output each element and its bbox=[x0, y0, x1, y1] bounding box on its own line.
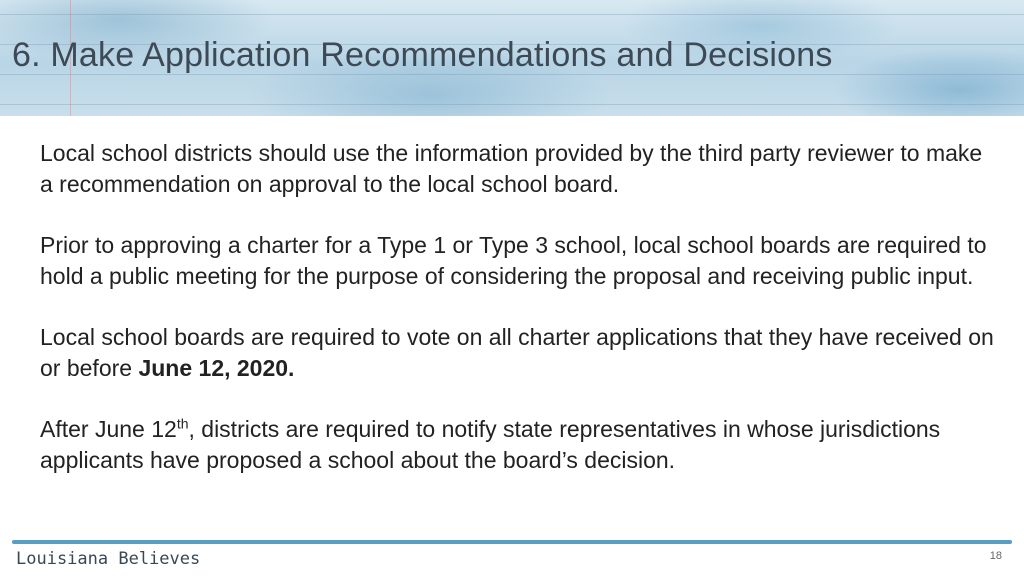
paragraph-public-meeting: Prior to approving a charter for a Type 1 or Type 3 school, local school boards are required to hold a public meeting for the purpose of considering the proposal and receiving public input. bbox=[40, 232, 987, 289]
header-rule bbox=[0, 14, 1024, 15]
page-number: 18 bbox=[989, 550, 1002, 562]
page-title: 6. Make Application Recommendations and Decisions bbox=[12, 36, 833, 74]
notify-text-start: After June 12 bbox=[40, 416, 177, 442]
ordinal-suffix: th bbox=[176, 415, 189, 432]
notify-text-end: , districts are required to notify state representatives in whose jurisdictions applicants have proposed a school about the board’s decision. bbox=[40, 416, 941, 473]
header-banner bbox=[0, 0, 1024, 116]
header-rule bbox=[0, 104, 1024, 105]
paragraph-notify-representatives bbox=[40, 414, 1000, 476]
deadline-date: June 12, 2020. bbox=[138, 355, 295, 381]
paragraph-recommendation: Local school districts should use the information provided by the third party reviewer to make a recommendation on approval to the local school board. bbox=[40, 140, 983, 197]
slide-body bbox=[40, 138, 1000, 506]
vote-deadline-text: Local school boards are required to vote on all charter applications that they have received on or before bbox=[40, 324, 994, 381]
paragraph-vote-deadline bbox=[40, 322, 1000, 384]
footer-divider bbox=[12, 540, 1012, 544]
louisiana-believes-logo: Louisiana Believes bbox=[16, 549, 201, 569]
